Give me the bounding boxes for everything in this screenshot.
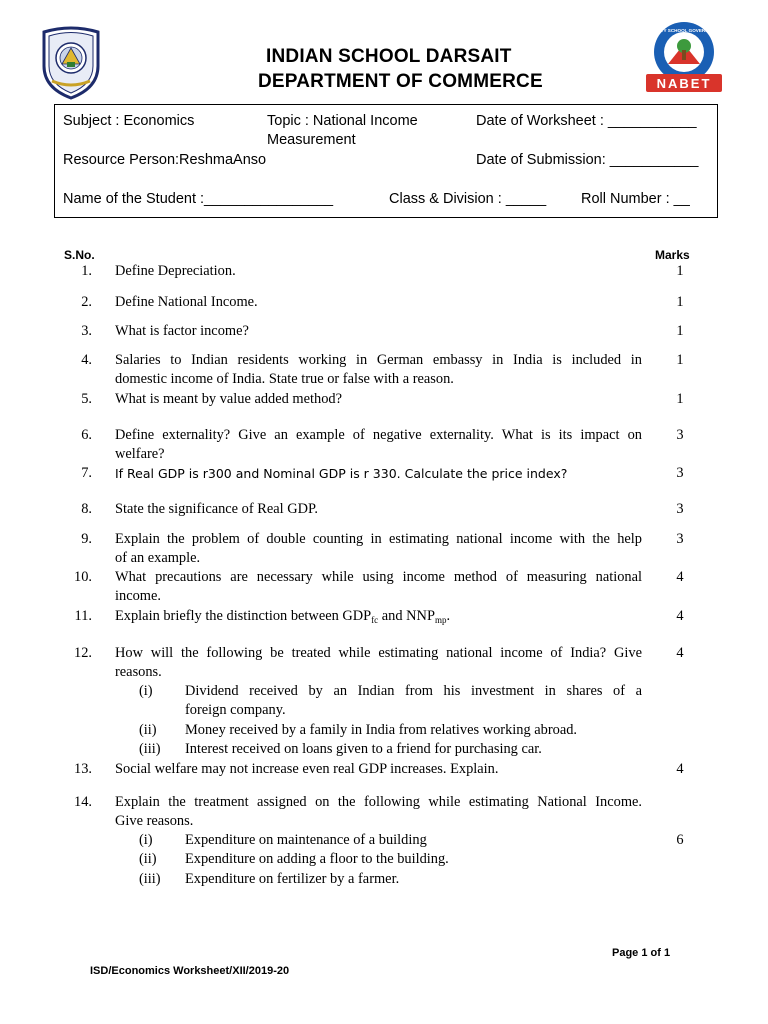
question-text: Define Depreciation. [115,263,236,279]
document-code: ISD/Economics Worksheet/XII/2019-20 [90,965,290,977]
sub-question-number: (ii) [139,722,157,738]
question-text: domestic income of India. State true or false with a reason. [115,371,454,387]
question-number: 2. [81,294,92,310]
question-marks: 1 [676,294,684,310]
nabet-ring-text: QUALITY SCHOOL GOVERNANCE [646,28,722,33]
topic-label-line2: Measurement [267,132,356,148]
question-text: Explain the problem of double counting in estimating national income with the help [115,531,642,547]
school-crest-logo [40,26,102,100]
nabet-brand-text: NABET [656,76,712,91]
question-text: Salaries to Indian residents working in German embassy in India is included in [115,352,642,368]
question-marks: 1 [676,323,684,339]
question-text: State the significance of Real GDP. [115,501,319,517]
question-text: income. [115,588,161,604]
question-marks: 4 [676,761,684,777]
question-marks: 6 [676,832,684,848]
question-number: 6. [81,427,92,443]
sub-question-text: Expenditure on fertilizer by a farmer. [185,871,400,887]
question-text: Explain the treatment assigned on the following while estimating National Income. [115,794,642,810]
question-marks: 4 [676,645,684,661]
school-name: INDIAN SCHOOL DARSAIT [266,46,512,67]
roll-number-field: Roll Number : __ [581,191,690,207]
question-text: reasons. [115,664,162,680]
question-marks: 1 [676,263,684,279]
question-text: How will the following be treated while estimating national income of India? Give [115,645,642,661]
question-text: Define externality? Give an example of negative externality. What is its impact on [115,427,642,443]
question-marks: 3 [676,501,684,517]
question-marks: 3 [676,531,684,547]
question-text: welfare? [115,446,165,462]
sub-question-number: (i) [139,683,153,699]
question-text: What is factor income? [115,323,249,339]
question-text: Give reasons. [115,813,194,829]
question-text: If Real GDP is r300 and Nominal GDP is r 330. Calculate the price index? [115,466,568,481]
page-number: Page 1 of 1 [612,947,671,959]
sub-question-number: (iii) [139,871,161,887]
topic-label-line1: Topic : National Income [267,113,418,129]
question-number: 4. [81,352,92,368]
question-text: Explain briefly the distinction between $GDP_{fc}$ and $NNP_{mp}$. [115,608,451,625]
question-number: 14. [74,794,92,810]
question-text: Define National Income. [115,294,258,310]
sub-question-text: Interest received on loans given to a friend for purchasing car. [185,741,542,757]
subject-label: Subject : Economics [63,113,195,129]
question-number: 5. [81,391,92,407]
question-number: 8. [81,501,92,517]
question-number: 10. [74,569,92,585]
question-number: 11. [74,608,92,624]
question-marks: 1 [676,391,684,407]
question-text: Social welfare may not increase even real GDP increases. Explain. [115,761,499,777]
sub-question-text: Dividend received by an Indian from his investment in shares of a [185,683,642,699]
sub-question-number: (i) [139,832,153,848]
question-number: 12. [74,645,92,661]
question-number: 7. [81,465,92,481]
date-of-submission: Date of Submission: ___________ [476,152,699,168]
worksheet-info-box [54,104,718,218]
question-number: 3. [81,323,92,339]
sub-question-text: Money received by a family in India from relatives working abroad. [185,722,578,738]
question-marks: 4 [676,569,684,585]
question-marks: 3 [676,465,684,481]
nabet-logo [638,20,730,96]
department-name: DEPARTMENT OF COMMERCE [258,71,543,92]
question-number: 9. [81,531,92,547]
sub-question-number: (ii) [139,851,157,867]
question-marks: 3 [676,427,684,443]
resource-person: Resource Person:ReshmaAnso [63,152,267,168]
question-marks: 1 [676,352,684,368]
sub-question-text: Expenditure on adding a floor to the building. [185,851,449,867]
question-number: 13. [74,761,92,777]
sub-question-text: Expenditure on maintenance of a building [185,832,427,848]
question-marks: 4 [676,608,684,624]
student-name-field: Name of the Student :________________ [63,191,334,207]
sub-question-number: (iii) [139,741,161,757]
sub-question-text: foreign company. [185,702,286,718]
sno-header: S.No. [64,248,95,262]
date-of-worksheet: Date of Worksheet : ___________ [476,113,697,129]
question-number: 1. [81,263,92,279]
question-text: What is meant by value added method? [115,391,342,407]
marks-header: Marks [655,248,690,262]
class-division-field: Class & Division : _____ [389,191,547,207]
question-text: of an example. [115,550,201,566]
question-text: What precautions are necessary while using income method of measuring national [115,569,642,585]
